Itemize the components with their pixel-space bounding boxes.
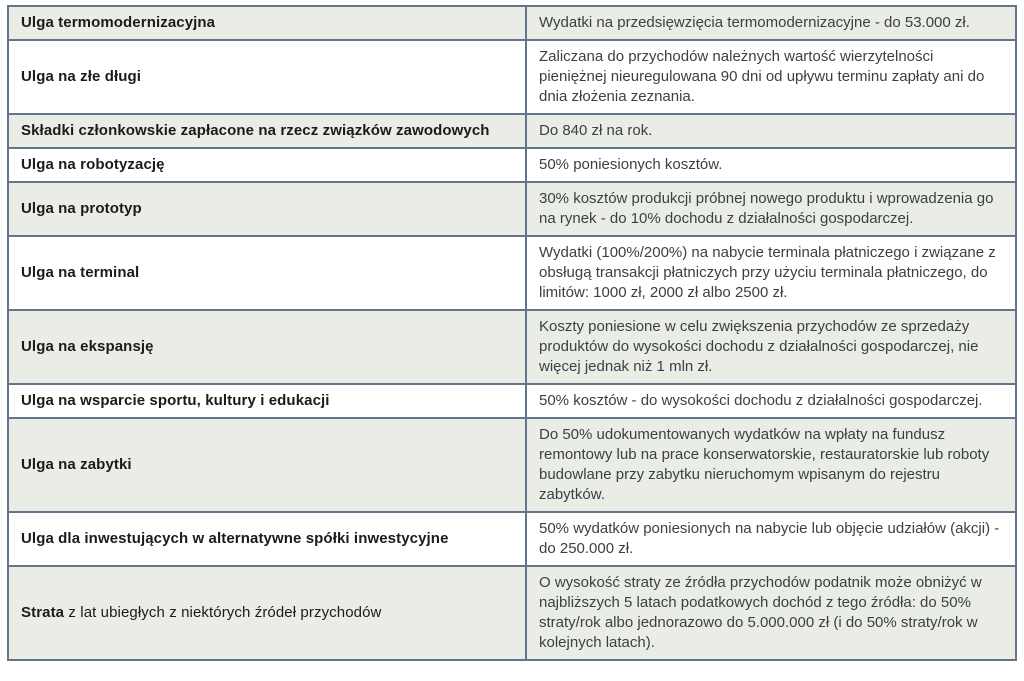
relief-name-cell [8,40,526,114]
table-row [8,40,1016,114]
relief-name-cell [8,236,526,310]
relief-description-cell: 50% wydatków poniesionych na nabycie lub objęcie udziałów (akcji) - do 250.000 zł. [526,512,1016,566]
relief-description-cell: 50% kosztów - do wysokości dochodu z działalności gospodarczej. [526,384,1016,418]
relief-name-cell [8,384,526,418]
relief-name: Ulga na ekspansję [21,338,154,355]
table-row [8,236,1016,310]
tax-relief-table [7,5,1017,661]
relief-description-cell: Wydatki na przedsięwzięcia termomodernizacyjne - do 53.000 zł. [526,6,1016,40]
relief-description-cell: 50% poniesionych kosztów. [526,148,1016,182]
table-row [8,512,1016,566]
table-row [8,114,1016,148]
table-row [8,6,1016,40]
table-row [8,384,1016,418]
relief-name: Ulga na robotyzację [21,156,165,173]
relief-name: Ulga dla inwestujących w alternatywne spółki inwestycyjne [21,530,449,547]
relief-name-cell [8,566,526,660]
relief-description-cell: O wysokość straty ze źródła przychodów podatnik może obniżyć w najbliższych 5 latach podatkowych dochód z tego źródła: do 50% straty/rok albo jednorazowo do 5.000.000 zł (i do 50% straty/rok w kolejnych latach). [526,566,1016,660]
table-row [8,418,1016,512]
relief-name-suffix: z lat ubiegłych z niektórych źródeł przychodów [64,604,382,621]
table-row [8,148,1016,182]
relief-name-cell [8,148,526,182]
relief-description-cell: Do 840 zł na rok. [526,114,1016,148]
relief-name: Ulga na złe długi [21,68,142,85]
table-row [8,310,1016,384]
relief-description-cell: Wydatki (100%/200%) na nabycie terminala płatniczego i związane z obsługą transakcji płatniczych przy użyciu terminala płatniczego, do limitów: 1000 zł, 2000 zł albo 2500 zł. [526,236,1016,310]
relief-name: Strata [21,604,65,621]
relief-name: Ulga na wsparcie sportu, kultury i edukacji [21,392,330,409]
table-row [8,566,1016,660]
relief-name: Ulga na terminal [21,264,140,281]
table-row [8,182,1016,236]
relief-name: Składki członkowskie zapłacone na rzecz związków zawodowych [21,122,490,139]
tax-relief-table-body [8,6,1016,660]
relief-name-cell [8,418,526,512]
relief-name: Ulga na prototyp [21,200,142,217]
relief-description-cell: Do 50% udokumentowanych wydatków na wpłaty na fundusz remontowy lub na prace konserwatorskie, restauratorskie lub roboty budowlane przy zabytku nieruchomym wpisanym do rejestru zabytków. [526,418,1016,512]
relief-name-cell [8,182,526,236]
relief-description-cell: Koszty poniesione w celu zwiększenia przychodów ze sprzedaży produktów do wysokości dochodu z działalności gospodarczej, nie więcej jednak niż 1 mln zł. [526,310,1016,384]
relief-name-cell [8,310,526,384]
relief-name: Ulga na zabytki [21,456,132,473]
relief-name-cell [8,512,526,566]
relief-name: Ulga termomodernizacyjna [21,14,216,31]
relief-name-cell [8,6,526,40]
relief-description-cell: 30% kosztów produkcji próbnej nowego produktu i wprowadzenia go na rynek - do 10% dochodu z działalności gospodarczej. [526,182,1016,236]
relief-description-cell: Zaliczana do przychodów należnych wartość wierzytelności pieniężnej nieuregulowana 90 dni od upływu terminu zapłaty ani do dnia złożenia zeznania. [526,40,1016,114]
relief-name-cell [8,114,526,148]
